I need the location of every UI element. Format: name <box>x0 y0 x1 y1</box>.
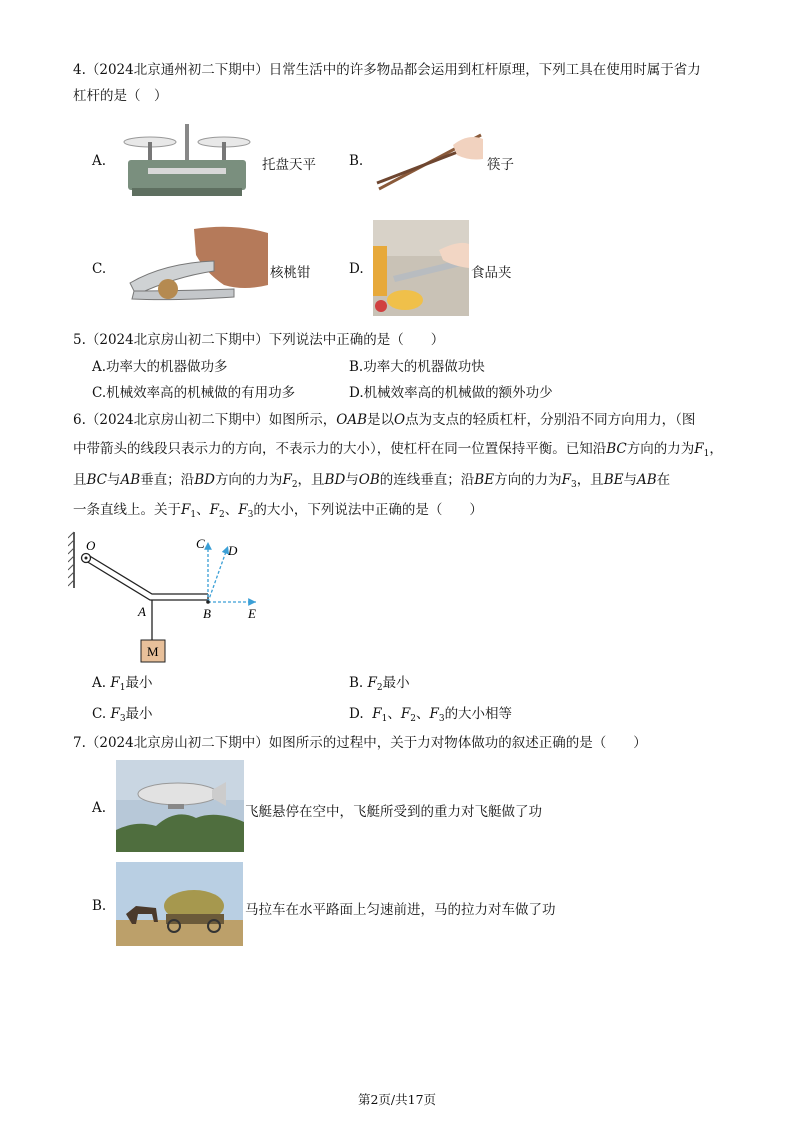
q6-stem-line1: 6.（2024北京房山初二下期中）如图所示，OAB是以O点为支点的轻质杠杆，分别沿不同方向用力，（图 <box>73 412 696 428</box>
q4-option-c-text: 核桃钳 <box>270 265 311 281</box>
page-footer: 第2页/共17页 <box>357 1092 437 1107</box>
q5-option-a: A.功率大的机器做功多 <box>92 359 228 375</box>
q7-option-a-letter: A. <box>92 800 107 816</box>
q7-option-b-letter: B. <box>92 898 107 914</box>
q4-option-a-letter: A. <box>92 153 107 169</box>
label-o: O <box>86 538 96 553</box>
label-d: D <box>228 543 238 558</box>
q4-option-b-letter: B. <box>349 153 364 169</box>
q4-option-a-text: 托盘天平 <box>262 157 316 173</box>
q4-stem-line1: 4.（2024北京通州初二下期中）日常生活中的许多物品都会运用到杠杆原理，下列工具在使用时属于省力 <box>73 62 701 78</box>
label-a: A <box>138 604 146 619</box>
q6-option-a: A. $F_1$最小 <box>92 675 153 693</box>
q4-option-d-letter: D. <box>349 261 364 277</box>
q5-option-d: D.机械效率高的机械做的额外功少 <box>349 385 553 401</box>
q7-stem: 7.（2024北京房山初二下期中）如图所示的过程中，关于力对物体做功的叙述正确的是（ ） <box>73 735 647 751</box>
q6-option-c: C. $F_3$最小 <box>92 706 153 724</box>
q6-stem-line3: 且BC与AB垂直；沿BD方向的力为$F_2$，且BD与OB的连线垂直；沿BE方向的力为$F_3$，且BE与AB在 <box>73 472 671 490</box>
q6-option-d: D. $F_1$、$F_2$、$F_3$的大小相等 <box>349 706 513 724</box>
lever-diagram <box>68 530 268 666</box>
q6-stem-line4: 一条直线上。关于$F_1$、$F_2$、$F_3$的大小，下列说法中正确的是（ ） <box>73 502 483 520</box>
label-e: E <box>248 606 256 621</box>
q4-option-b-text: 筷子 <box>487 157 514 173</box>
horse-cart-image <box>116 862 243 946</box>
balance-scale-image <box>118 120 256 200</box>
chopsticks-image <box>373 125 485 195</box>
nutcracker-image <box>124 225 268 307</box>
q5-option-b: B.功率大的机器做功快 <box>349 359 485 375</box>
q5-option-c: C.机械效率高的机械做的有用功多 <box>92 385 296 401</box>
q7-option-a-text: 飞艇悬停在空中，飞艇所受到的重力对飞艇做了功 <box>245 804 542 820</box>
airship-image <box>116 760 244 852</box>
q5-stem: 5.（2024北京房山初二下期中）下列说法中正确的是（ ） <box>73 332 445 348</box>
label-b: B <box>203 606 211 621</box>
q4-option-d-text: 食品夹 <box>471 265 512 281</box>
q4-stem-line2: 杠杆的是（ ） <box>73 88 168 104</box>
q7-option-b-text: 马拉车在水平路面上匀速前进，马的拉力对车做了功 <box>245 902 556 918</box>
food-tongs-image <box>373 220 469 316</box>
q4-option-c-letter: C. <box>92 261 107 277</box>
label-m: M <box>147 644 159 659</box>
label-c: C <box>196 536 205 551</box>
q6-stem-line2: 中带箭头的线段只表示力的方向，不表示力的大小），使杠杆在同一位置保持平衡。已知沿BC方向的力为$F_1$， <box>73 441 723 459</box>
q6-option-b: B. $F_2$最小 <box>349 675 410 693</box>
